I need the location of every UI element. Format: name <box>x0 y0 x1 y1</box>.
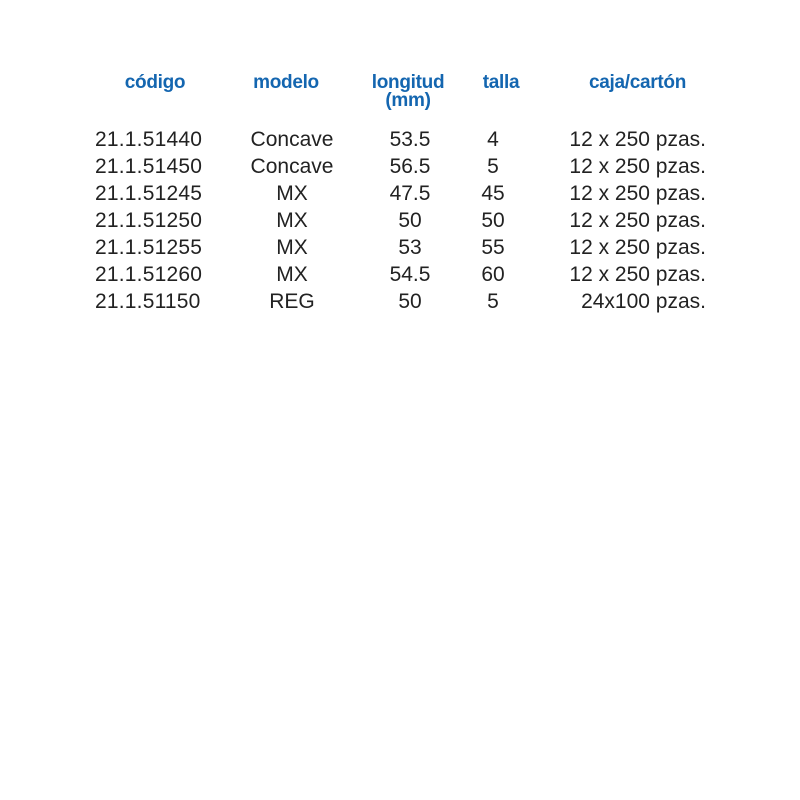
table-row <box>0 180 800 207</box>
cell-model: MX <box>276 182 308 205</box>
cell-size: 55 <box>481 236 505 259</box>
table-row <box>0 234 800 261</box>
cell-size: 5 <box>487 290 499 313</box>
cell-model: REG <box>269 290 315 313</box>
cell-code: 21.1.51245 <box>95 182 203 205</box>
cell-code: 21.1.51440 <box>95 128 203 151</box>
cell-size: 60 <box>481 263 505 286</box>
table-row <box>0 126 800 153</box>
cell-length: 47.5 <box>389 182 431 205</box>
cell-model: Concave <box>250 155 334 178</box>
header-code: código <box>124 72 186 93</box>
cell-size: 45 <box>481 182 505 205</box>
header-box: caja/cartón <box>588 72 687 93</box>
table-row <box>0 153 800 180</box>
cell-length: 54.5 <box>389 263 431 286</box>
cell-length: 50 <box>398 209 422 232</box>
cell-code: 21.1.51250 <box>95 209 203 232</box>
cell-box: 12 x 250 pzas. <box>569 209 706 232</box>
cell-box: 12 x 250 pzas. <box>569 128 706 151</box>
cell-box: 12 x 250 pzas. <box>569 155 706 178</box>
cell-model: MX <box>276 209 308 232</box>
cell-code: 21.1.51450 <box>95 155 203 178</box>
cell-model: MX <box>276 236 308 259</box>
cell-length: 53 <box>398 236 422 259</box>
table-row <box>0 207 800 234</box>
cell-box: 24x100 pzas. <box>581 290 706 313</box>
cell-length: 56.5 <box>389 155 431 178</box>
cell-code: 21.1.51260 <box>95 263 203 286</box>
cell-size: 50 <box>481 209 505 232</box>
table-body <box>0 126 800 315</box>
cell-box: 12 x 250 pzas. <box>569 263 706 286</box>
cell-size: 5 <box>487 155 499 178</box>
cell-box: 12 x 250 pzas. <box>569 182 706 205</box>
header-size: talla <box>482 72 520 93</box>
header-length: longitud (mm) <box>371 72 445 111</box>
header-model: modelo <box>253 72 319 93</box>
cell-code: 21.1.51150 <box>95 290 201 313</box>
cell-code: 21.1.51255 <box>95 236 203 259</box>
cell-size: 4 <box>487 128 499 151</box>
table-header <box>0 74 800 118</box>
cell-length: 50 <box>398 290 422 313</box>
cell-model: MX <box>276 263 308 286</box>
table-row <box>0 288 800 315</box>
cell-model: Concave <box>250 128 334 151</box>
cell-length: 53.5 <box>389 128 431 151</box>
cell-box: 12 x 250 pzas. <box>569 236 706 259</box>
table-row <box>0 261 800 288</box>
